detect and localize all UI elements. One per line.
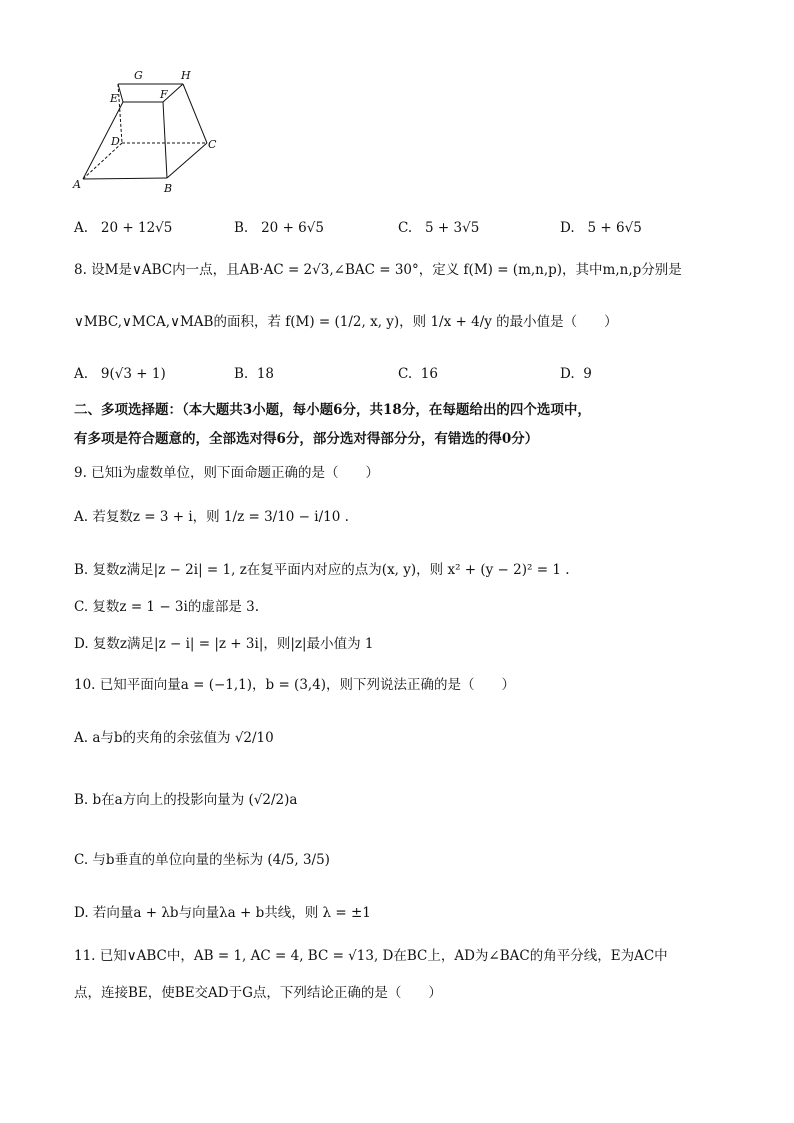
q8-option-c: C. 16	[398, 366, 438, 382]
q9-option-b: B. 复数z满足|z − 2i| = 1, z在复平面内对应的点为(x, y)，则 x² + (y − 2)² = 1 .	[74, 562, 570, 578]
q9-stem: 9. 已知i为虚数单位，则下面命题正确的是（ ）	[74, 465, 379, 481]
vertex-label-h: H	[181, 69, 191, 82]
vertex-label-d: D	[111, 135, 120, 148]
q10-option-a: A. a与b的夹角的余弦值为 √2/10	[74, 730, 274, 746]
q8-option-a: A. 9(√3 + 1)	[74, 366, 166, 382]
q8-option-b: B. 18	[234, 366, 274, 382]
q8-option-d: D. 9	[560, 366, 592, 382]
q7-option-a: A. 20 + 12√5	[74, 220, 173, 236]
q10-stem: 10. 已知平面向量a = (−1,1)，b = (3,4)，则下列说法正确的是（ ）	[74, 677, 516, 693]
section2-heading-line2: 有多项是符合题意的，全部选对得6分，部分选对得部分分，有错选的得0分）	[74, 431, 539, 447]
q9-option-d: D. 复数z满足|z − i| = |z + 3i|，则|z|最小值为 1	[74, 636, 374, 652]
q9-option-a: A. 若复数z = 3 + i，则 1/z = 3/10 − i/10 .	[74, 509, 349, 525]
vertex-label-g: G	[134, 69, 143, 82]
q10-option-d: D. 若向量a + λb与向量λa + b共线，则 λ = ±1	[74, 905, 371, 921]
q7-option-d: D. 5 + 6√5	[560, 220, 642, 236]
frustum-figure	[70, 66, 230, 196]
vertex-label-c: C	[208, 138, 217, 151]
q9-option-c: C. 复数z = 1 − 3i的虚部是 3.	[74, 599, 259, 615]
vertex-label-b: B	[164, 182, 173, 195]
vertex-label-e: E	[110, 92, 119, 105]
vertex-label-f: F	[160, 88, 168, 101]
q8-stem-line2: ∨MBC,∨MCA,∨MAB的面积，若 f(M) = (1/2, x, y)，则 1/x + 4/y 的最小值是（ ）	[74, 314, 618, 330]
q11-stem-line2: 点，连接BE，使BE交AD于G点，下列结论正确的是（ ）	[74, 985, 442, 1001]
q7-option-c: C. 5 + 3√5	[398, 220, 480, 236]
q7-option-b: B. 20 + 6√5	[234, 220, 324, 236]
q10-option-b: B. b在a方向上的投影向量为 (√2/2)a	[74, 792, 298, 808]
q10-option-c: C. 与b垂直的单位向量的坐标为 (4/5, 3/5)	[74, 852, 330, 868]
q11-stem-line1: 11. 已知∨ABC中，AB = 1, AC = 4, BC = √13, D在BC上，AD为∠BAC的角平分线，E为AC中	[74, 948, 668, 964]
section2-heading-line1: 二、多项选择题：（本大题共3小题，每小题6分，共18分，在每题给出的四个选项中，	[74, 402, 591, 418]
vertex-label-a: A	[73, 178, 81, 191]
q8-stem-line1: 8. 设M是∨ABC内一点，且AB·AC = 2√3,∠BAC = 30°，定义 f(M) = (m,n,p)，其中m,n,p分别是	[74, 262, 682, 278]
